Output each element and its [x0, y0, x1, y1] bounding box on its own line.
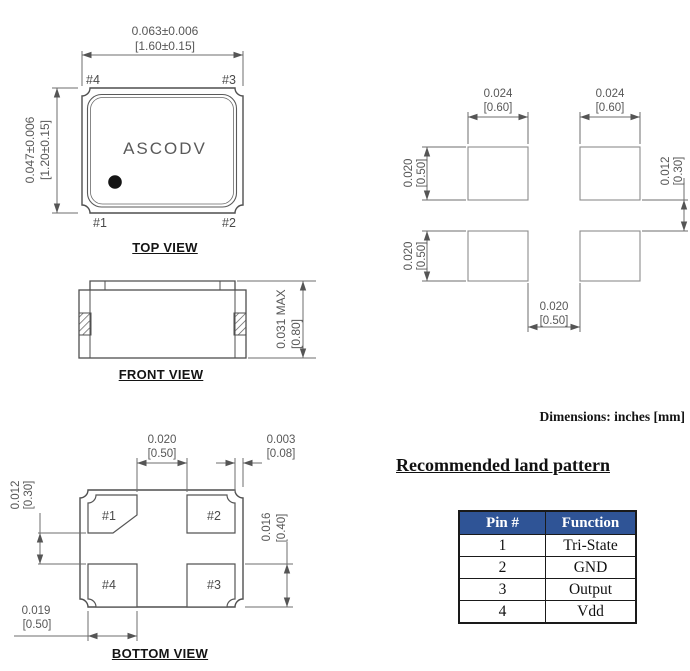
pin-number: 4 — [459, 601, 546, 624]
land-pad-tr — [580, 147, 640, 200]
pad-gap-y-inches: 0.012 — [10, 480, 22, 510]
land-pad-width-dim-right — [580, 112, 640, 144]
land-pad-bl — [468, 231, 528, 281]
top-pin-3-label: #3 — [222, 73, 236, 87]
land-pad-width-inches-right: 0.024 — [595, 88, 625, 100]
top-height-inches: 0.047±0.006 — [23, 116, 37, 184]
bottom-pad-gap-x-dimension — [137, 458, 187, 492]
base-profile — [79, 290, 246, 358]
top-width-mm: [1.60±0.15] — [135, 39, 195, 53]
top-width-inches: 0.063±0.006 — [131, 24, 199, 38]
bottom-view-drawing — [0, 425, 335, 671]
land-pad-height-dim-top — [422, 147, 466, 200]
table-row — [459, 535, 636, 557]
bottom-pin-4-label: #4 — [102, 578, 116, 592]
pad-height-inches: 0.016 — [261, 512, 273, 542]
lid-profile — [90, 281, 235, 290]
land-row-gap-mm: [0.30] — [673, 156, 685, 186]
land-row-gap-inches: 0.012 — [660, 156, 672, 186]
pad-gap-x-inches: 0.020 — [147, 434, 177, 446]
front-view-drawing — [60, 258, 330, 376]
pin-function: Output — [546, 579, 637, 601]
land-pad-height-inches-bottom: 0.020 — [403, 241, 415, 271]
land-pad-height-mm-top: [0.50] — [416, 158, 428, 188]
pad-width-mm: [0.50] — [22, 619, 52, 631]
land-pad-height-dim-bottom — [422, 231, 466, 281]
pad-width-inches: 0.019 — [21, 605, 51, 617]
pad-gap-y-mm: [0.30] — [23, 480, 35, 510]
top-pin-4-label: #4 — [86, 73, 100, 87]
top-view-height-dimension — [52, 88, 78, 213]
pin-function-table — [458, 510, 637, 624]
bottom-pad-height-dimension — [245, 542, 293, 607]
land-pad-height-inches-top: 0.020 — [403, 158, 415, 188]
front-height-inches: 0.031 MAX — [274, 289, 288, 349]
pin-number: 2 — [459, 557, 546, 579]
top-view-width-dimension — [82, 51, 243, 86]
top-pin-2-label: #2 — [222, 216, 236, 230]
table-row — [459, 557, 636, 579]
bottom-pad-gap-y-dimension — [38, 513, 86, 564]
land-col-gap-inches: 0.020 — [539, 301, 569, 313]
pad-gap-x-mm: [0.50] — [147, 448, 177, 460]
pin-number: 3 — [459, 579, 546, 601]
land-pattern-drawing — [390, 80, 690, 340]
edge-gap-mm: [0.08] — [266, 448, 296, 460]
land-pad-height-mm-bottom: [0.50] — [416, 241, 428, 271]
units-note: Dimensions: inches [mm] — [539, 409, 685, 424]
pin-column-header: Pin # — [459, 511, 546, 535]
pin1-indicator-dot — [108, 175, 122, 189]
package-body-front — [79, 281, 246, 358]
table-header-row — [459, 511, 636, 535]
bottom-pin-1-label: #1 — [102, 509, 116, 523]
front-height-mm: [0.80] — [289, 318, 303, 350]
top-pin-1-label: #1 — [93, 216, 107, 230]
edge-gap-inches: 0.003 — [266, 434, 296, 446]
right-castellation-hatch — [234, 313, 246, 335]
land-pad-width-mm-left: [0.60] — [483, 102, 513, 114]
bottom-pin-2-label: #2 — [207, 509, 221, 523]
package-body-top — [82, 88, 243, 213]
pin-function: Tri-State — [546, 535, 637, 557]
part-marking: ASCODV — [123, 139, 207, 158]
top-view-label: TOP VIEW — [132, 240, 198, 255]
pad-height-mm: [0.40] — [276, 513, 288, 543]
land-pads — [468, 147, 640, 281]
front-view-label: FRONT VIEW — [118, 367, 204, 382]
land-pad-width-inches-left: 0.024 — [483, 88, 513, 100]
bottom-view-label: BOTTOM VIEW — [111, 646, 209, 661]
pin-function: Vdd — [546, 601, 637, 624]
pin-number: 1 — [459, 535, 546, 557]
section-heading: Recommended land pattern — [396, 455, 610, 475]
land-pad-br — [580, 231, 640, 281]
bottom-edge-gap-dimension — [216, 458, 262, 493]
bottom-pin-3-label: #3 — [207, 578, 221, 592]
function-column-header: Function — [546, 511, 637, 535]
top-height-mm: [1.20±0.15] — [38, 120, 52, 180]
land-pad-tl — [468, 147, 528, 200]
left-castellation-hatch — [79, 313, 91, 335]
land-col-gap-mm: [0.50] — [539, 315, 569, 327]
pin-function: GND — [546, 557, 637, 579]
table-row — [459, 601, 636, 624]
table-row — [459, 579, 636, 601]
land-pad-width-dim-left — [468, 112, 528, 144]
land-pad-width-mm-right: [0.60] — [595, 102, 625, 114]
top-view-drawing — [0, 18, 330, 263]
